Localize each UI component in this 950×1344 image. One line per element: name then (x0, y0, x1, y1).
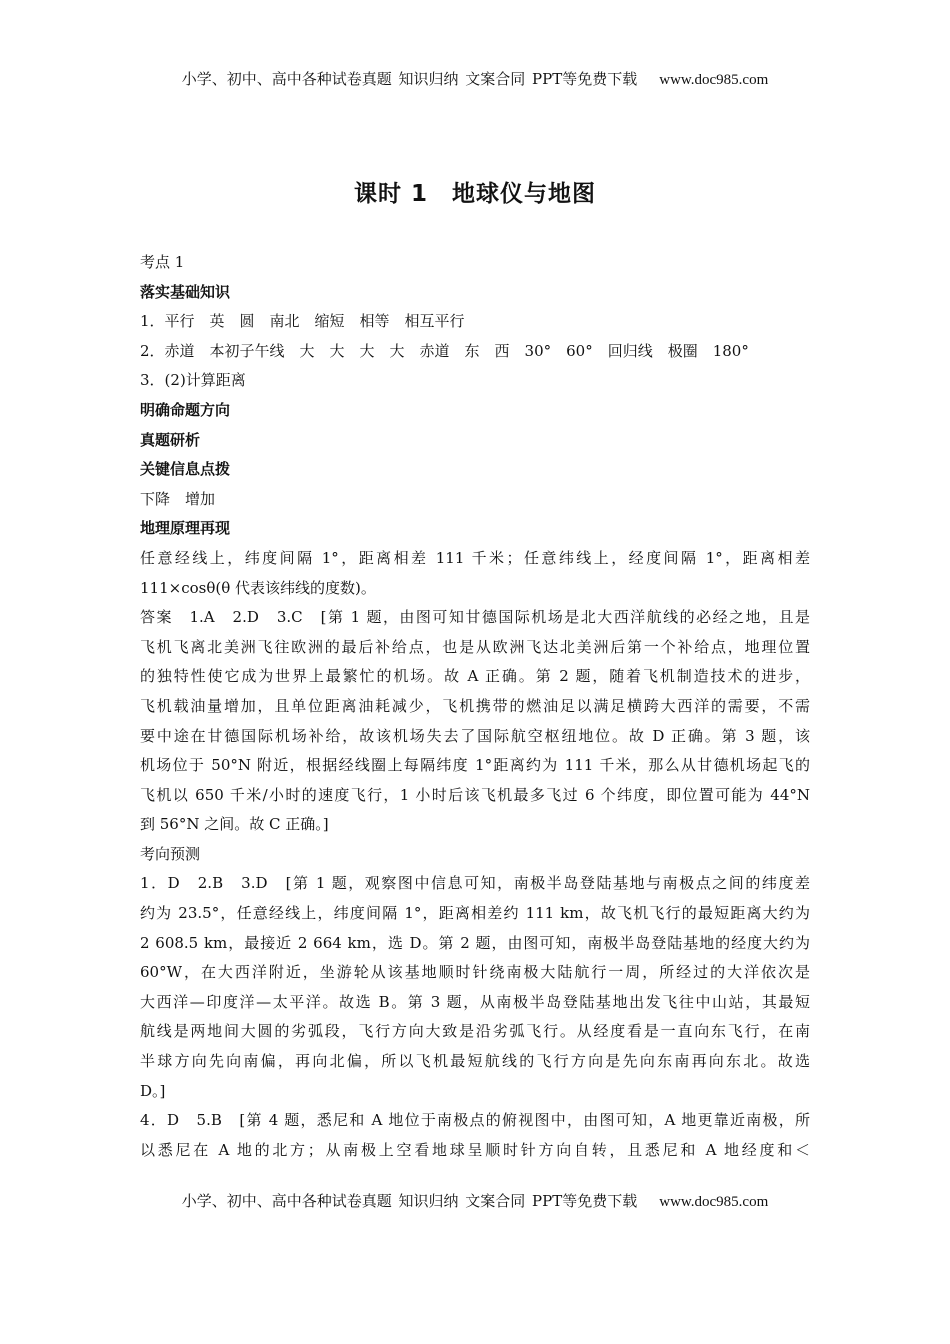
text-line: 4．D 5.B [第 4 题，悉尼和 A 地位于南极点的俯视图中，由图可知，A 地更靠近南极，所 (140, 1111, 810, 1130)
text-line: 下降 增加 (140, 489, 216, 508)
text-line: 2 608.5 km，最接近 2 664 km，选 D。第 2 题，由图可知，南极半岛登陆基地的经度大约为 (140, 933, 810, 952)
section-heading: 地理原理再现 (140, 519, 231, 538)
text-line: 考点 1 (140, 253, 185, 271)
text-line: 机场位于 50°N 附近，根据经线圈上每隔纬度 1°距离约为 111 千米，那么从甘德机场起飞的 (140, 756, 810, 775)
text-line: 60°W，在大西洋附近，坐游轮从该基地顺时针绕南极大陆航行一周，所经过的大洋依次是 (140, 963, 810, 982)
page-header (0, 68, 950, 89)
text-line: 飞机以 650 千米/小时的速度飞行，1 小时后该飞机最多飞过 6 个纬度，即位置可能为 44°N (140, 785, 810, 804)
header-text: 小学、初中、高中各种试卷真题 知识归纳 文案合同 PPT等免费下载 (181, 70, 638, 88)
text-line: 1．平行 英 圆 南北 缩短 相等 相互平行 (140, 312, 465, 331)
text-line: 半球方向先向南偏，再向北偏，所以飞机最短航线的飞行方向是先向东南再向东北。故选 (140, 1052, 810, 1071)
text-line: 约为 23.5°，任意经线上，纬度间隔 1°，距离相差约 111 km，故飞机飞行的最短距离大约为 (140, 904, 810, 923)
text-line: 大西洋—印度洋—太平洋。故选 B。第 3 题，从南极半岛登陆基地出发飞往中山站，其最短 (140, 992, 810, 1011)
text-line: 航线是两地间大圆的劣弧段，飞行方向大致是沿劣弧飞行。从经度看是一直向东飞行，在南 (140, 1022, 810, 1041)
text-line: 考向预测 (140, 844, 201, 863)
text-line: 2．赤道 本初子午线 大 大 大 大 赤道 东 西 30° 60° 回归线 极圈 180° (140, 341, 749, 360)
section-heading: 真题研析 (140, 430, 201, 449)
header-site: www.doc985.com (659, 72, 769, 88)
text-line: 1．D 2.B 3.D [第 1 题，观察图中信息可知，南极半岛登陆基地与南极点之间的纬度差 (140, 874, 810, 893)
section-heading: 明确命题方向 (140, 400, 231, 419)
footer-site: www.doc985.com (659, 1194, 769, 1210)
text-line: 飞机飞离北美洲飞往欧洲的最后补给点，也是从欧洲飞达北美洲后第一个补给点，地理位置 (140, 637, 810, 656)
footer-text: 小学、初中、高中各种试卷真题 知识归纳 文案合同 PPT等免费下载 (181, 1192, 638, 1210)
section-heading: 关键信息点拨 (140, 460, 231, 479)
section-heading: 落实基础知识 (140, 282, 231, 301)
text-line: 以悉尼在 A 地的北方；从南极上空看地球呈顺时针方向自转，且悉尼和 A 地经度和＜ (140, 1140, 810, 1159)
page-footer (0, 1190, 950, 1211)
text-line: 3．(2)计算距离 (140, 371, 246, 390)
text-line: 111×cosθ(θ 代表该纬线的度数)。 (140, 578, 376, 597)
text-line: 的独特性使它成为世界上最繁忙的机场。故 A 正确。第 2 题，随着飞机制造技术的进步， (140, 667, 810, 686)
text-line: 要中途在甘德国际机场补给，故该机场失去了国际航空枢纽地位。故 D 正确。第 3 题，该 (140, 726, 810, 745)
document-body (140, 248, 810, 1165)
text-line: D。] (140, 1081, 166, 1100)
text-line: 到 56°N 之间。故 C 正确。] (140, 815, 329, 834)
page-title: 课时 1 地球仪与地图 (353, 181, 596, 207)
text-line: 任意经线上，纬度间隔 1°，距离相差 111 千米；任意纬线上，经度间隔 1°，距离相差 (140, 548, 810, 567)
text-line: 飞机载油量增加，且单位距离油耗减少，飞机携带的燃油足以满足横跨大西洋的需要，不需 (140, 696, 810, 715)
text-line: 答案 1.A 2.D 3.C [第 1 题，由图可知甘德国际机场是北大西洋航线的必经之地，且是 (140, 608, 810, 627)
